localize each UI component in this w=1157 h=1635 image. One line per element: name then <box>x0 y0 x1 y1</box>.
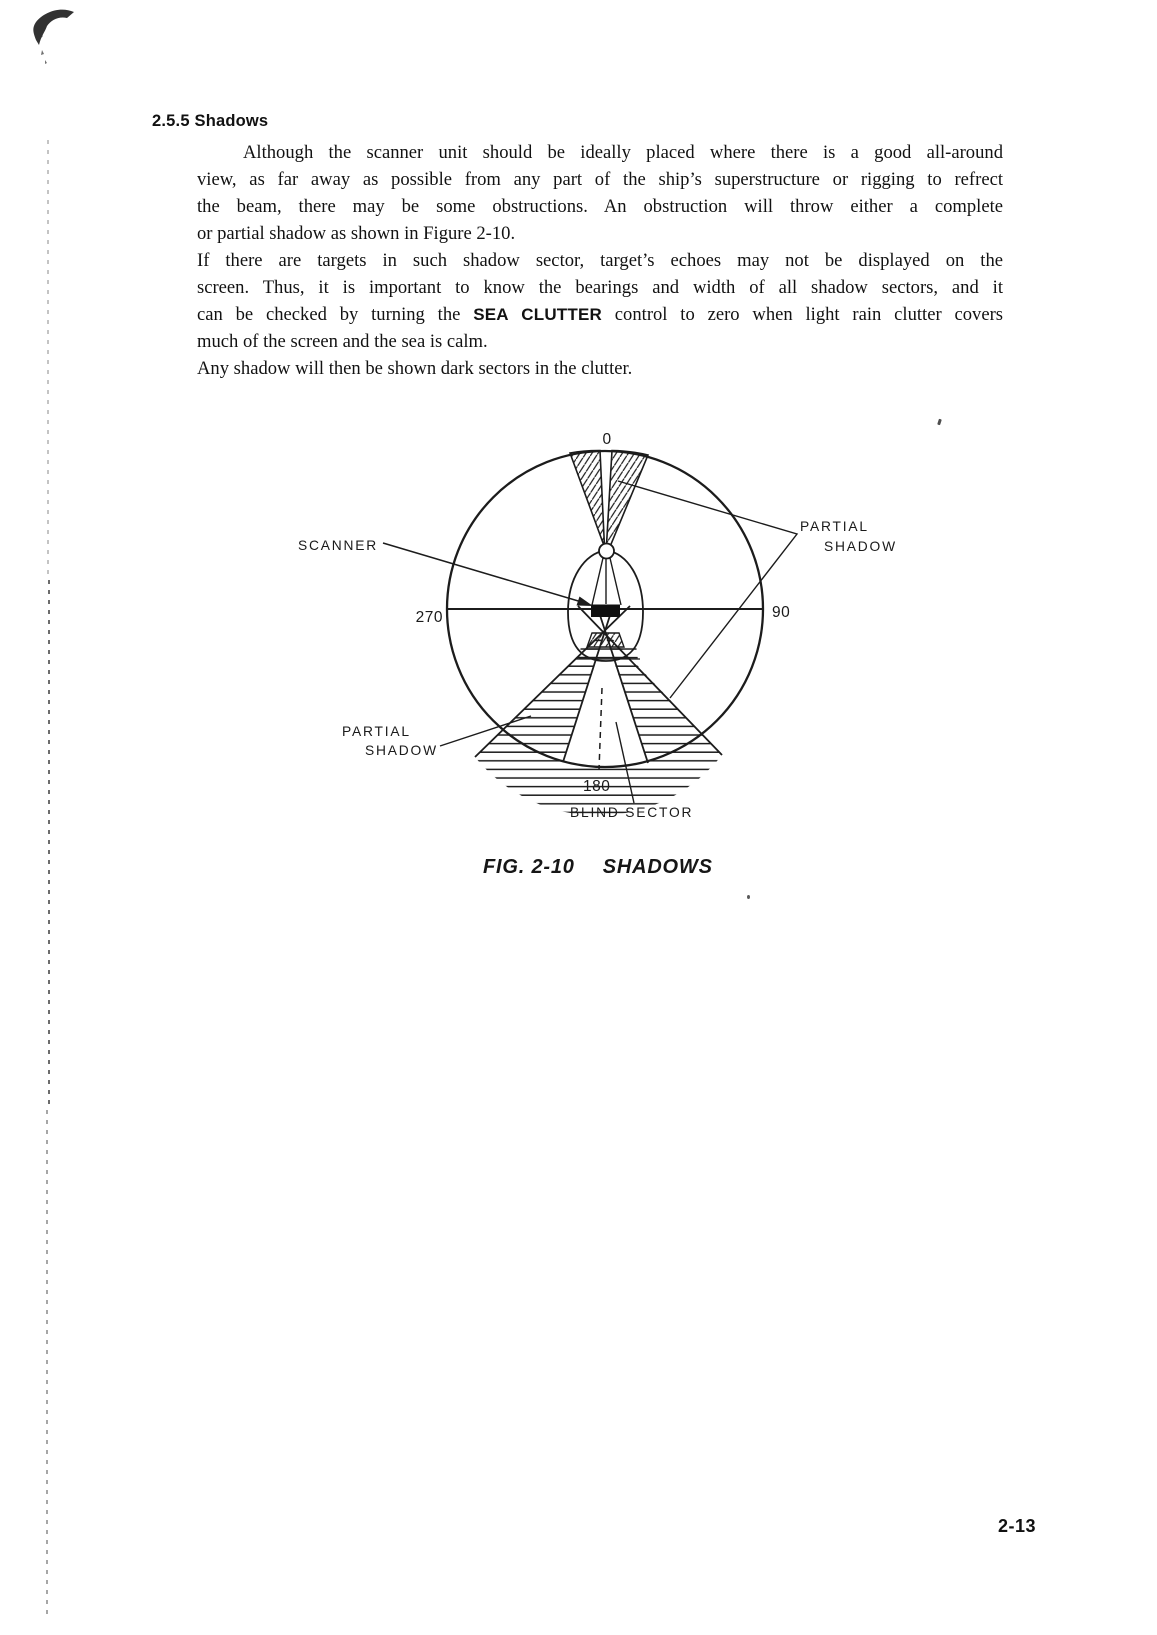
figure-caption-number: FIG. 2-10 <box>483 856 575 878</box>
partial-shadow-right-label-line1: PARTIAL <box>800 519 869 534</box>
sea-clutter-bold-text: SEA CLUTTER <box>473 305 602 324</box>
masthead-circle <box>599 544 614 559</box>
paragraph-line: view, as far away as possible from any part of the ship’s superstructure or rigging to refrect <box>197 169 1003 190</box>
mast-lines <box>592 558 621 605</box>
section-heading: 2.5.5 Shadows <box>152 112 269 130</box>
figure-caption-title: SHADOWS <box>602 856 713 878</box>
line-text: control to zero when light rain clutter covers <box>601 304 1003 325</box>
partial-shadow-right-leader-lines <box>618 481 797 698</box>
paragraph-line: Any shadow will then be shown dark sectors in the clutter. <box>197 358 633 379</box>
scanner-block <box>591 605 620 618</box>
figure-shadows-diagram <box>280 400 900 830</box>
radar-shadow-diagram <box>280 400 900 830</box>
binding-artifact <box>48 580 50 1110</box>
partial-shadow-left-label-line2: SHADOW <box>365 743 438 758</box>
scanner-leader-arrowhead <box>577 597 594 607</box>
paragraph-line: screen. Thus, it is important to know the bearings and width of all shadow sectors, and it <box>197 277 1003 298</box>
partial-shadow-top-right-wedge <box>607 451 649 550</box>
binding-artifact <box>46 1110 48 1615</box>
paragraph-line: Although the scanner unit should be ideally placed where there is a good all-around <box>243 142 1003 163</box>
partial-shadow-top-left-wedge <box>570 450 605 547</box>
body-text <box>197 139 1003 382</box>
paragraph-line: If there are targets in such shadow sector, target’s echoes may not be displayed on the <box>197 250 1003 271</box>
line-text: can be checked by turning the <box>197 304 474 325</box>
paragraph-line: much of the screen and the sea is calm. <box>197 331 488 352</box>
scanner-label: SCANNER <box>298 538 379 553</box>
scan-speck <box>937 419 942 426</box>
blind-sector-label: BLIND SECTOR <box>570 805 694 820</box>
scanner-leader-line <box>383 543 585 603</box>
scan-speck <box>747 895 750 899</box>
bearing-0-label: 0 <box>602 431 612 448</box>
paragraph-line: the beam, there may be some obstructions. An obstruction will throw either a complete <box>197 196 1003 217</box>
page-number: 2-13 <box>998 1516 1037 1536</box>
partial-shadow-left-label-line1: PARTIAL <box>342 724 411 739</box>
figure-caption <box>483 856 803 879</box>
paragraph-line: or partial shadow as shown in Figure 2-10. <box>197 223 516 244</box>
bearing-180-label: 180 <box>583 778 611 795</box>
partial-shadow-right-label-line2: SHADOW <box>824 539 897 554</box>
binding-artifact <box>47 140 49 580</box>
paragraph-line <box>197 301 1003 328</box>
bearing-90-label: 90 <box>772 604 791 621</box>
ink-smudge <box>28 4 88 74</box>
bearing-270-label: 270 <box>415 609 443 626</box>
